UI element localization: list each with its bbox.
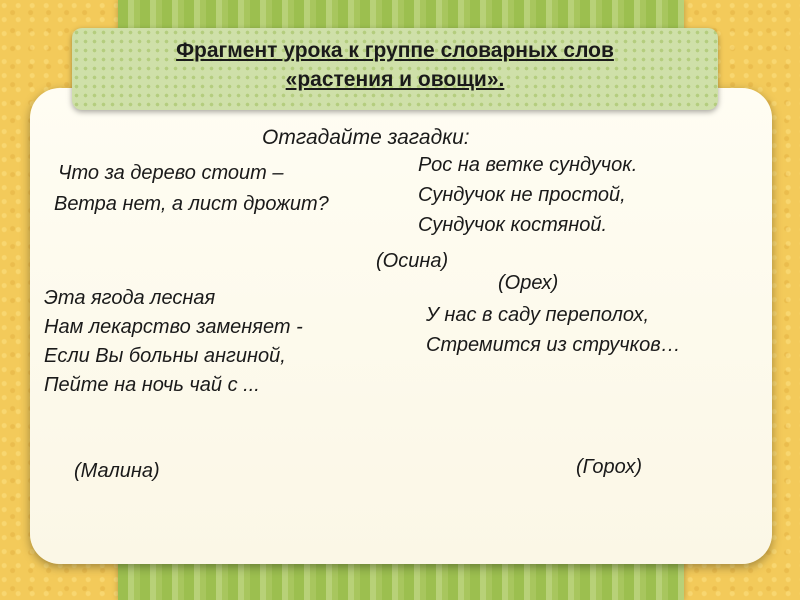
- riddle-4-line-2: Стремится из стручков…: [426, 334, 681, 356]
- riddle-1-answer: (Осина): [376, 250, 449, 272]
- slide-title-line-1: Фрагмент урока к группе словарных слов: [176, 39, 614, 62]
- riddle-3-line-4: Пейте на ночь чай с ...: [44, 374, 260, 396]
- riddle-2-line-1: Рос на ветке сундучок.: [418, 154, 638, 176]
- riddle-2-line-2: Сундучок не простой,: [418, 184, 626, 206]
- riddle-1: [54, 158, 329, 220]
- riddle-1-line-1: Что за дерево стоит –: [58, 162, 284, 184]
- riddle-3-line-3: Если Вы больны ангиной,: [44, 345, 286, 367]
- riddle-2-line-3: Сундучок костяной.: [418, 214, 608, 236]
- riddle-3-line-2: Нам лекарство заменяет -: [44, 316, 303, 338]
- riddle-3-line-1: Эта ягода лесная: [44, 287, 216, 309]
- riddles-heading: Отгадайте загадки:: [262, 126, 470, 149]
- riddle-2: [418, 150, 637, 240]
- riddle-2-answer: (Орех): [498, 272, 559, 294]
- slide-title-line-2: «растения и овощи».: [285, 68, 505, 91]
- riddle-1-line-2: Ветра нет, а лист дрожит?: [54, 193, 329, 215]
- riddle-4-answer: (Горох): [576, 456, 643, 478]
- riddle-4: [426, 300, 681, 360]
- slide-title: [72, 36, 718, 94]
- riddle-3-answer: (Малина): [74, 460, 160, 482]
- riddle-4-line-1: У нас в саду переполох,: [426, 304, 650, 326]
- riddle-3: [44, 284, 303, 400]
